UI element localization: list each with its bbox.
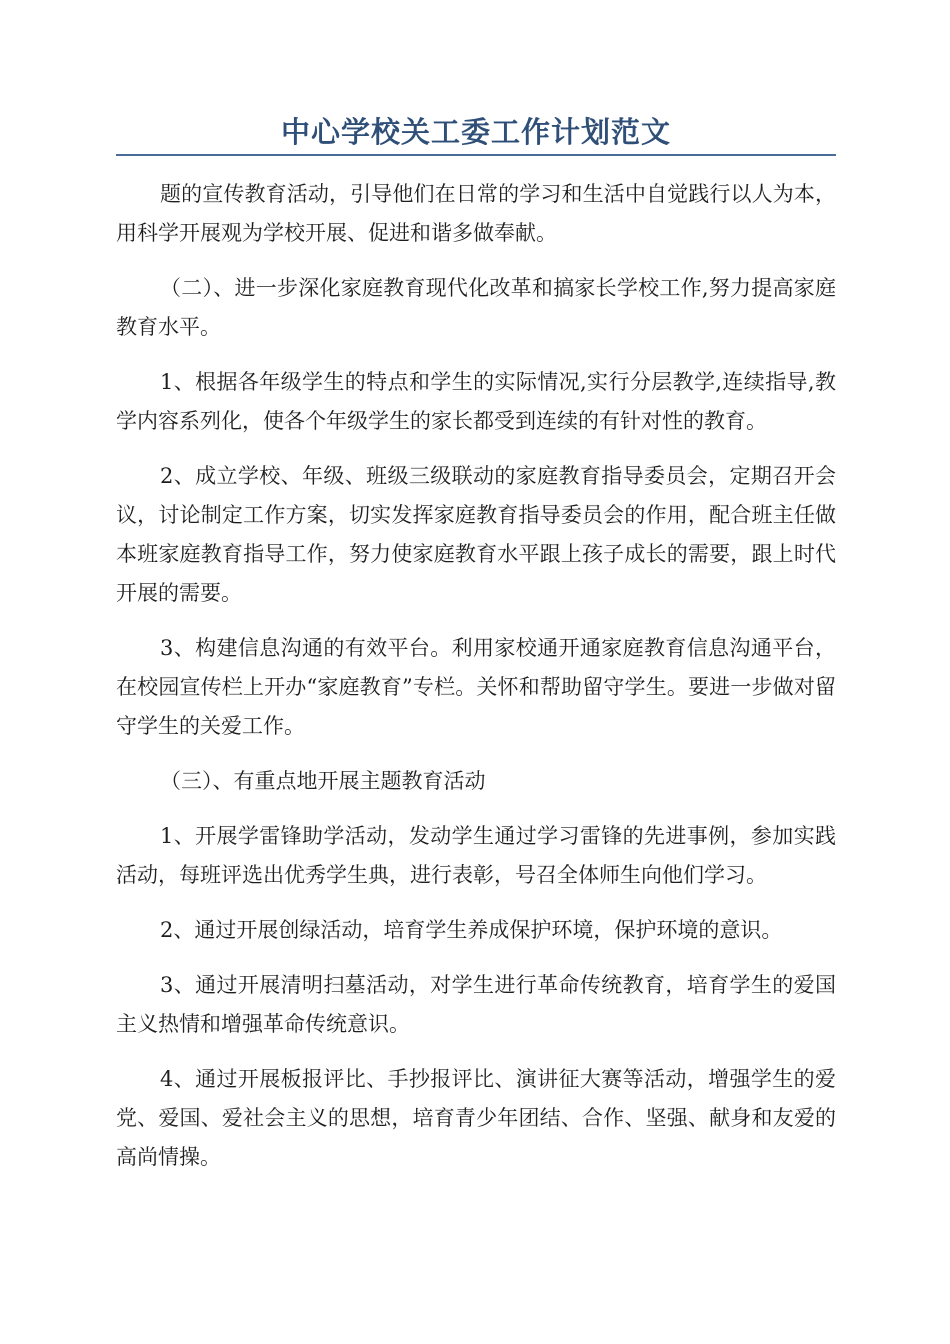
paragraph-item-2-2: 2、成立学校、年级、班级三级联动的家庭教育指导委员会，定期召开会议，讨论制定工作方案，切实发挥家庭教育指导委员会的作用，配合班主任做本班家庭教育指导工作，努力使家庭教育水平跟上孩子成长的需要，跟上时代开展的需要。 xyxy=(116,464,836,605)
paragraph-item-2-1: 1、根据各年级学生的特点和学生的实际情况,实行分层教学,连续指导,教学内容系列化，使各个年级学生的家长都受到连续的有针对性的教育。 xyxy=(116,370,836,433)
title-underline xyxy=(116,154,836,156)
section-heading-3: （三）、有重点地开展主题教育活动 xyxy=(160,769,486,793)
paragraph-item-3-2: 2、通过开展创绿活动，培育学生养成保护环境，保护环境的意识。 xyxy=(160,918,783,942)
section-heading-2: （二）、进一步深化家庭教育现代化改革和搞家长学校工作,努力提高家庭教育水平。 xyxy=(116,276,836,339)
paragraph-item-2-3: 3、构建信息沟通的有效平台。利用家校通开通家庭教育信息沟通平台，在校园宣传栏上开办“家庭教育”专栏。关怀和帮助留守学生。要进一步做对留守学生的关爱工作。 xyxy=(116,636,836,738)
paragraph-item-3-4: 4、通过开展板报评比、手抄报评比、演讲征大赛等活动，增强学生的爱党、爱国、爱社会主义的思想，培育青少年团结、合作、坚强、献身和友爱的高尚情操。 xyxy=(116,1067,836,1169)
paragraph-intro-continuation: 题的宣传教育活动，引导他们在日常的学习和生活中自觉践行以人为本，用科学开展观为学校开展、促进和谐多做奉献。 xyxy=(116,182,836,245)
document-body xyxy=(116,175,836,1193)
page-title: 中心学校关工委工作计划范文 xyxy=(280,115,671,149)
paragraph-item-3-1: 1、开展学雷锋助学活动，发动学生通过学习雷锋的先进事例，参加实践活动，每班评选出优秀学生典，进行表彰，号召全体师生向他们学习。 xyxy=(116,824,836,887)
paragraph-item-3-3: 3、通过开展清明扫墓活动，对学生进行革命传统教育，培育学生的爱国主义热情和增强革命传统意识。 xyxy=(116,973,836,1036)
